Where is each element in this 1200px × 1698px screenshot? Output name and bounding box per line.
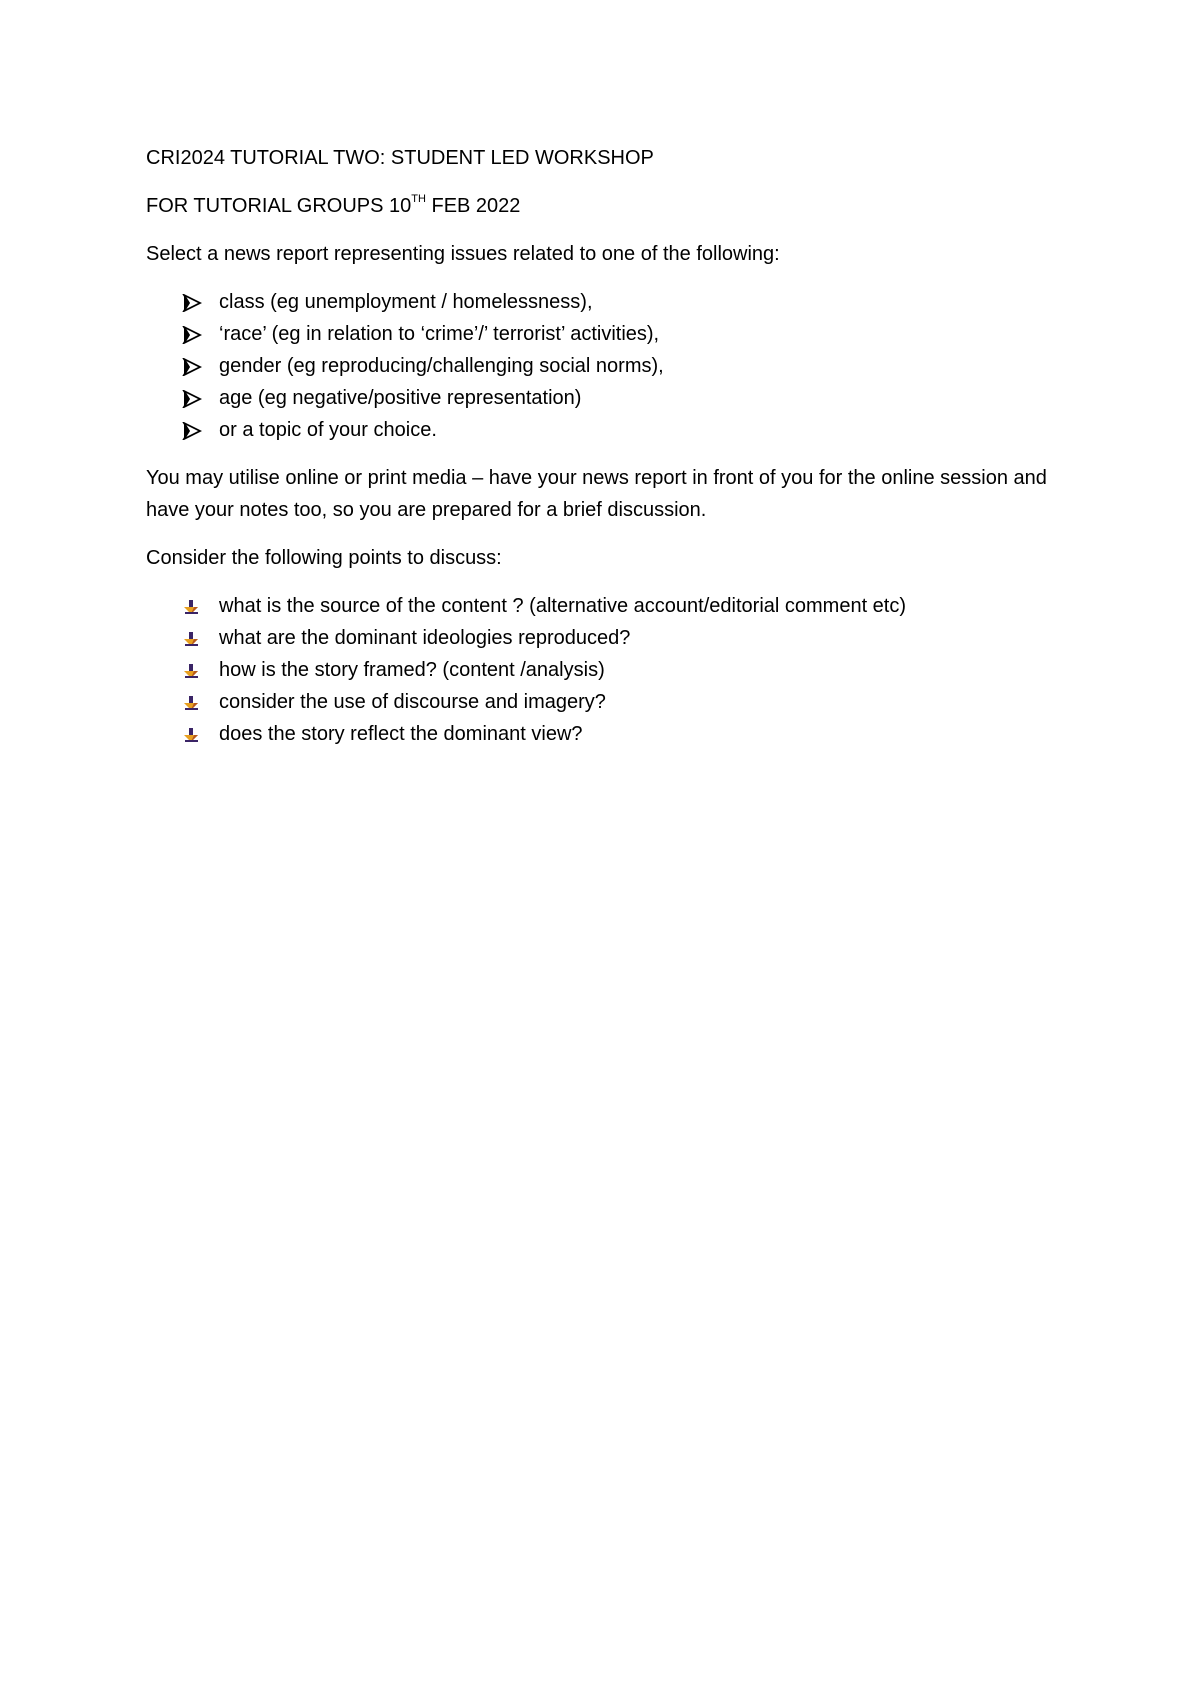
list-item — [146, 622, 1066, 654]
point-text: does the story reflect the dominant view? — [219, 723, 583, 745]
topic-text: gender (eg reproducing/challenging social norms), — [219, 355, 664, 377]
document-page — [146, 142, 1066, 766]
list-item — [146, 382, 1066, 414]
list-item — [146, 318, 1066, 350]
down-arrow-bullet-icon — [183, 727, 200, 743]
arrowhead-bullet-icon — [182, 390, 202, 408]
topic-text: class (eg unemployment / homelessness), — [219, 291, 593, 313]
topic-text: ‘race’ (eg in relation to ‘crime’/’ terrorist’ activities), — [219, 323, 660, 345]
date-line-superscript: TH — [411, 193, 426, 206]
topic-list — [146, 286, 1066, 446]
down-arrow-bullet-icon — [183, 663, 200, 679]
arrowhead-bullet-icon — [182, 294, 202, 312]
list-item — [146, 654, 1066, 686]
list-item — [146, 414, 1066, 446]
point-text: consider the use of discourse and imagery? — [219, 691, 606, 713]
document-title: CRI2024 TUTORIAL TWO: STUDENT LED WORKSHOP — [146, 147, 654, 169]
intro-text: Select a news report representing issues related to one of the following: — [146, 243, 780, 265]
list-item — [146, 686, 1066, 718]
topic-text: or a topic of your choice. — [219, 419, 437, 441]
list-item — [146, 286, 1066, 318]
arrowhead-bullet-icon — [182, 326, 202, 344]
point-text: how is the story framed? (content /analysis) — [219, 659, 605, 681]
consider-heading: Consider the following points to discuss: — [146, 547, 502, 569]
topic-text: age (eg negative/positive representation) — [219, 387, 582, 409]
list-item — [146, 350, 1066, 382]
media-note: You may utilise online or print media – have your news report in front of you for the online session and have your notes too, so you are prepared for a brief discussion. — [146, 467, 1047, 521]
list-item — [146, 718, 1066, 750]
down-arrow-bullet-icon — [183, 695, 200, 711]
date-line — [146, 190, 1066, 222]
arrowhead-bullet-icon — [182, 358, 202, 376]
discussion-points-list — [146, 590, 1066, 750]
date-line-rest: FEB 2022 — [425, 195, 521, 217]
point-text: what are the dominant ideologies reproduced? — [219, 627, 631, 649]
date-line-prefix: FOR TUTORIAL GROUPS 10 — [146, 195, 412, 217]
arrowhead-bullet-icon — [182, 422, 202, 440]
list-item — [146, 590, 1066, 622]
point-text: what is the source of the content ? (alternative account/editorial comment etc) — [219, 595, 907, 617]
down-arrow-bullet-icon — [183, 631, 200, 647]
down-arrow-bullet-icon — [183, 599, 200, 615]
